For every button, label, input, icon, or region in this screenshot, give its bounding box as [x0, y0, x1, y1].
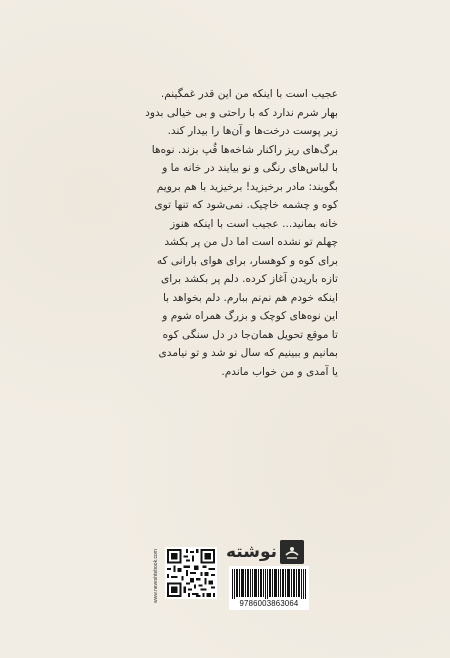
- qr-code-block: [145, 537, 225, 607]
- poem-line: با لباس‌های رنگی و نو بیایند در خانه ما و: [162, 162, 338, 174]
- poem-line: زیر پوست درخت‌ها و آن‌ها را بیدار کند.: [167, 125, 338, 137]
- publisher-logo: [225, 540, 309, 564]
- poem-line: تا موقع تحویل همان‌جا در دل سنگی کوه: [162, 328, 338, 341]
- poem-line: بمانیم و ببینیم که سال نو شد و تو نیامدی: [158, 347, 338, 359]
- poem-line: بهار شرم ندارد که با راحتی و بی خیالی بدود: [145, 106, 338, 119]
- poem-line: بگویند: مادر برخیزید! برخیزید با هم برویم: [156, 180, 338, 193]
- poem-line: این نوه‌های کوچک و بزرگ همراه شوم و: [162, 310, 338, 322]
- qr-code[interactable]: [165, 547, 217, 599]
- poem-line: عجیب است با اینکه من این قدر غمگینم.: [160, 88, 338, 100]
- poem-line: برگ‌های ریز راکنار شاخه‌ها قُپ بزند. نوه‌ها: [151, 143, 338, 156]
- publisher-emblem-icon: [280, 540, 304, 564]
- publisher-name: نوشته: [225, 542, 277, 562]
- poem-line: چهلم تو نشده است اما دل من پر بکشد: [164, 236, 338, 248]
- poem-line: تازه باریدن آغاز کرده. دلم پر بکشد برای: [161, 273, 338, 285]
- poem-line: خانه بمانید... عجیب است با اینکه هنوز: [170, 217, 338, 230]
- poem-line: برای کوه و کوهسار، برای هوای بارانی که: [156, 254, 338, 267]
- isbn-number: 9786003863064: [239, 599, 299, 608]
- isbn-barcode: [229, 566, 309, 610]
- poem-line: کوه و چشمه خاچیک. نمی‌شود که تنها توی: [154, 199, 338, 211]
- poem-line: اینکه خودم هم نم‌نم ببارم. دلم بخواهد با: [162, 291, 338, 304]
- poem-line: یا آمدی و من خواب ماندم.: [221, 365, 338, 378]
- poem-text: [92, 85, 338, 381]
- website-url: www.nevesht​ebook.com: [153, 549, 159, 603]
